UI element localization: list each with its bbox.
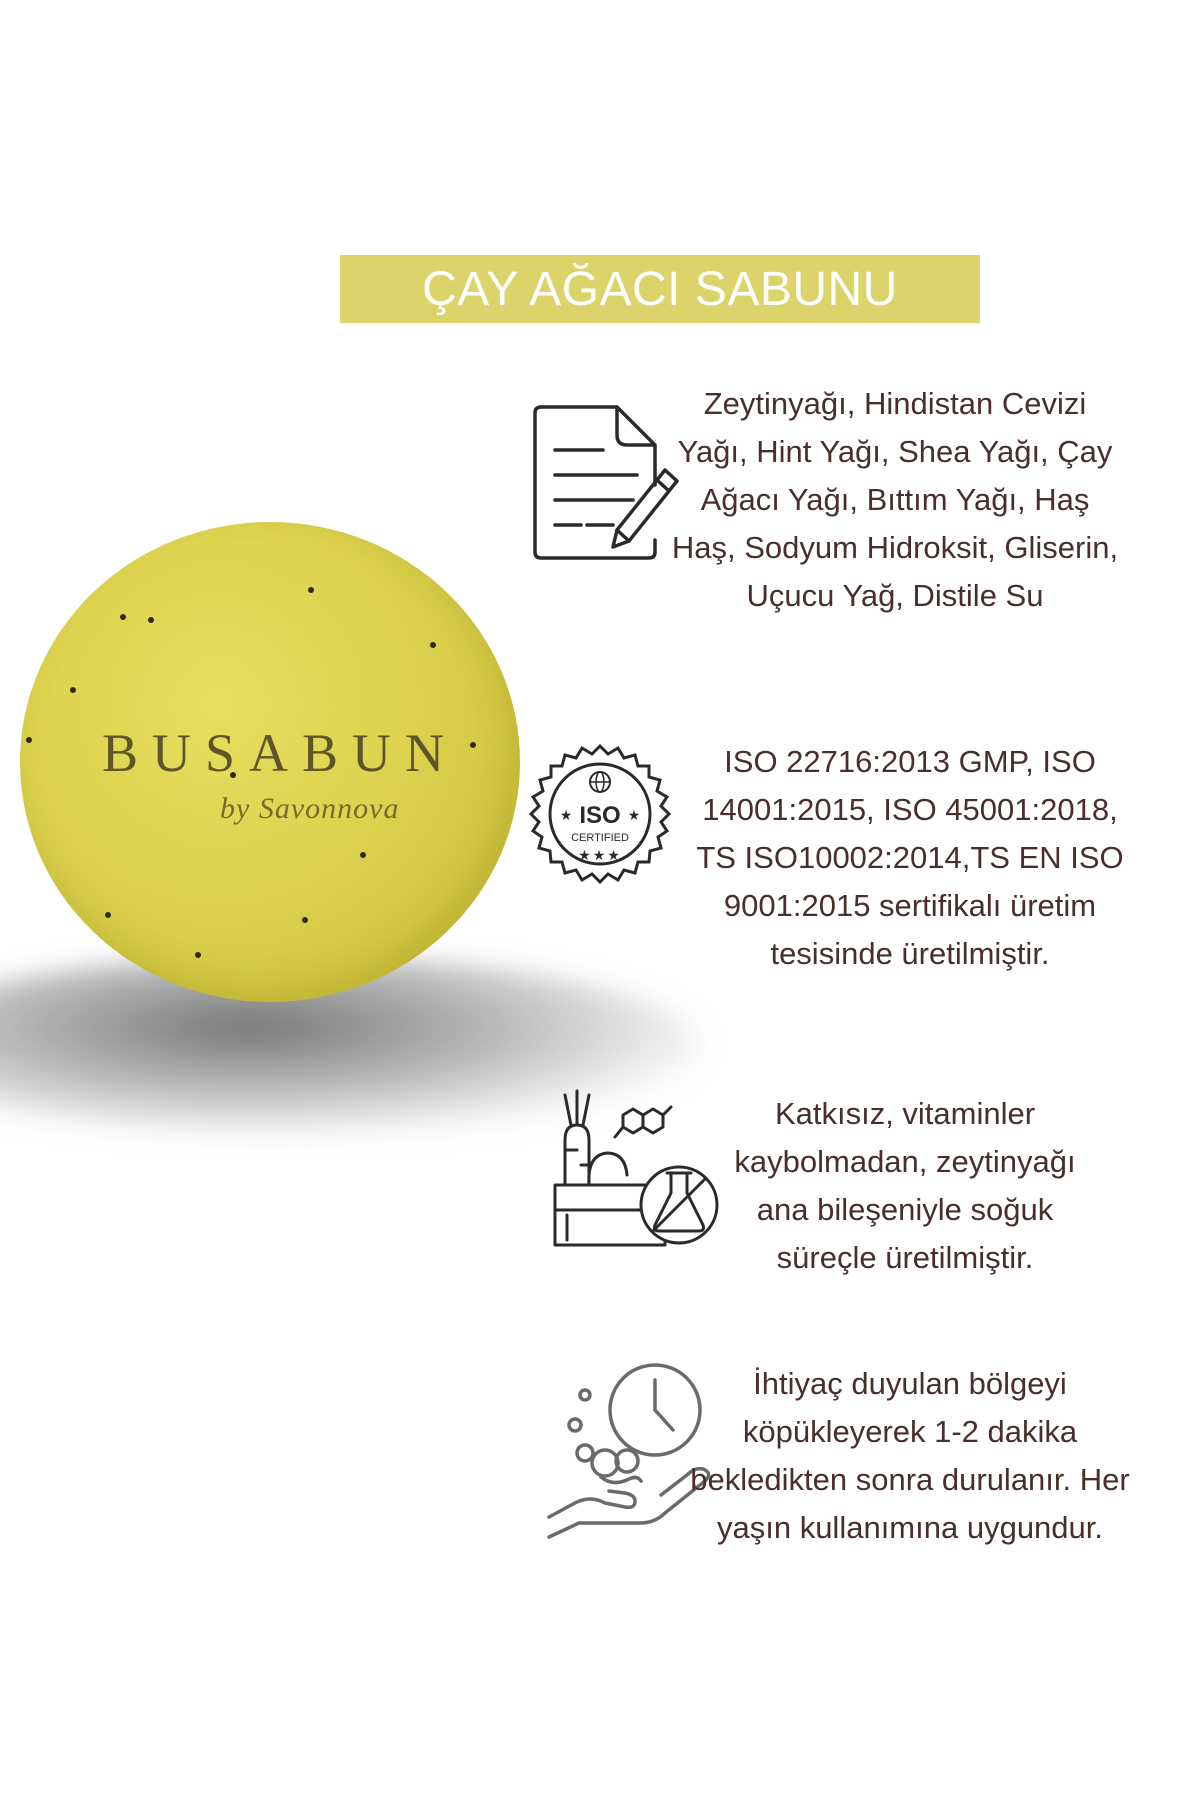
soap-bar-image [20,522,520,1002]
title-banner [340,255,980,323]
iso-certified-icon [520,740,680,900]
iso-badge-text: ISO [579,802,621,829]
cold-process-text: Katkısız, vitaminler kaybolmadan, zeytinyağı ana bileşeniyle soğuk süreçle üretilmiştir. [734,1096,1076,1275]
svg-text:★: ★ [627,809,641,824]
certification-text: ISO 22716:2013 GMP, ISO 14001:2015, ISO 45001:2018, TS ISO10002:2014,TS EN ISO 9001:2015 sertifikalı üretim tesisinde üretilmiştir. [696,744,1124,971]
page-title: ÇAY AĞACI SABUNU [422,262,898,316]
usage-instructions-text: İhtiyaç duyulan bölgeyi köpükleyerek 1-2 dakika bekledikten sonra durulanır. Her yaşın kullanımına uygundur. [690,1366,1130,1545]
certified-badge-text: CERTIFIED [571,832,629,844]
soap-byline-stamp: by Savonnova [220,792,400,825]
soap-brand-stamp: BUSABUN [101,723,459,783]
document-pencil-icon [525,395,685,570]
natural-no-chemicals-icon [545,1085,725,1255]
ingredients-text: Zeytinyağı, Hindistan Cevizi Yağı, Hint Yağı, Shea Yağı, Çay Ağacı Yağı, Bıttım Yağı, Haş Haş, Sodyum Hidroksit, Gliserin, Uçucu Yağ, Distile Su [671,386,1119,613]
svg-text:★: ★ [559,809,573,824]
svg-text:★★★: ★★★ [578,849,622,864]
